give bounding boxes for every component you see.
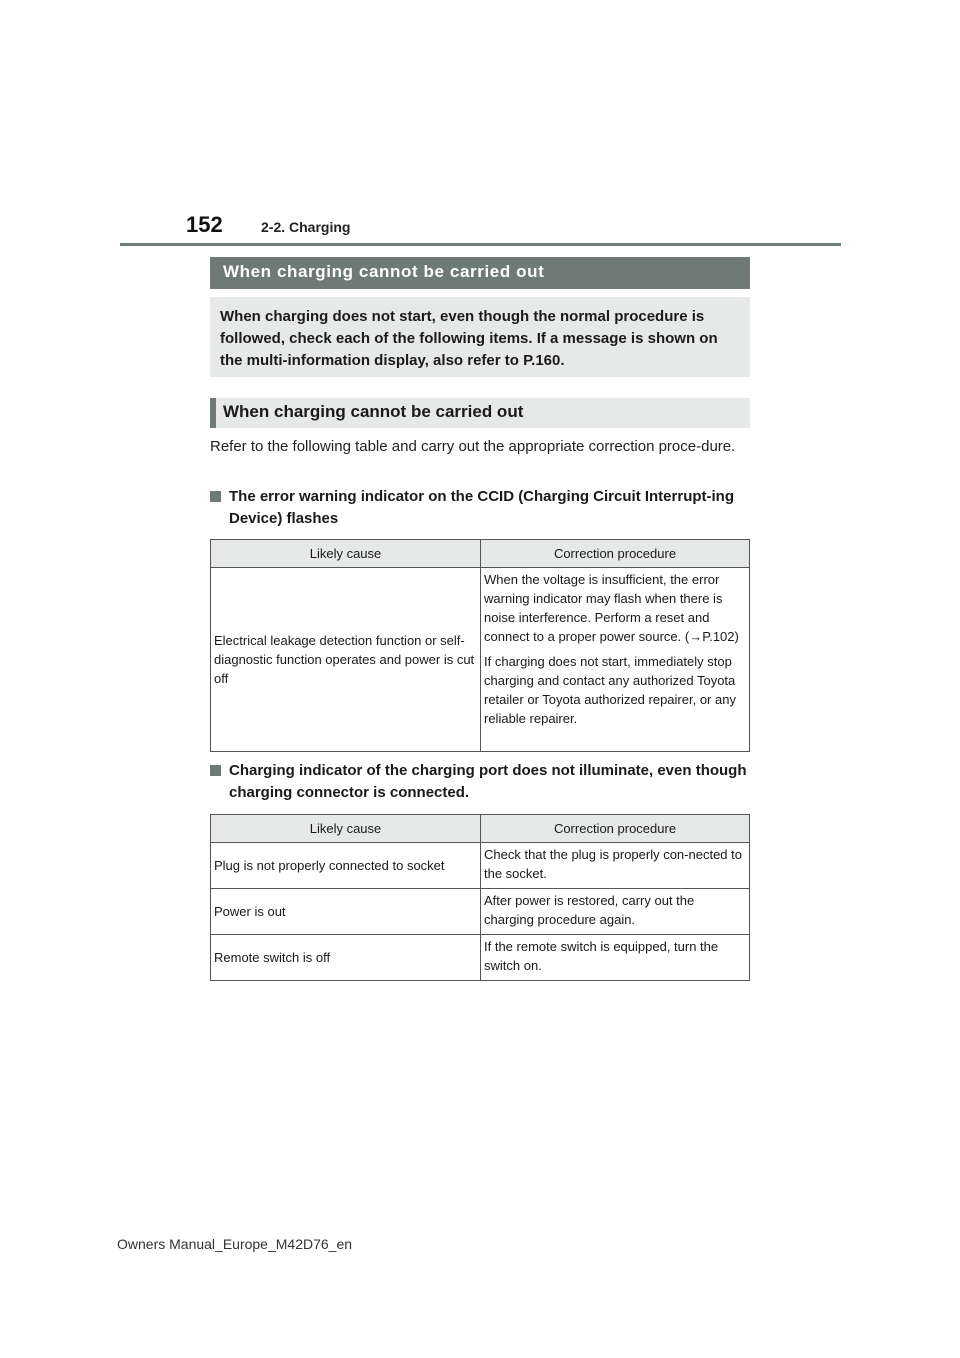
body-paragraph: Refer to the following table and carry out the appropriate correction proce-dure. <box>210 438 736 455</box>
procedure-cell <box>481 568 750 752</box>
section-title: 2-2. Charging <box>261 219 351 235</box>
column-header-procedure: Correction procedure <box>481 540 750 568</box>
subsection-heading: When charging cannot be carried out <box>210 398 750 428</box>
ccid-heading <box>210 486 750 530</box>
table-row <box>211 935 750 981</box>
port-table <box>210 814 750 981</box>
page-number: 152 <box>186 212 223 237</box>
column-header-cause: Likely cause <box>211 540 481 568</box>
procedure-cell: Check that the plug is properly con-nected to the socket. <box>481 843 750 889</box>
port-heading-text: Charging indicator of the charging port does not illuminate, even though charging connector is connected. <box>229 762 747 801</box>
footer-text: Owners Manual_Europe_M42D76_en <box>117 1236 353 1252</box>
procedure-cell: After power is restored, carry out the charging procedure again. <box>481 889 750 935</box>
cause-cell: Power is out <box>211 889 481 935</box>
bullet-square-icon <box>210 491 221 502</box>
procedure-cell: If the remote switch is equipped, turn the switch on. <box>481 935 750 981</box>
table-row <box>211 568 750 752</box>
table-row <box>211 843 750 889</box>
bullet-square-icon <box>210 765 221 776</box>
intro-text: When charging does not start, even though the normal procedure is followed, check each of the following items. If a message is shown on the multi-information display, also refer to P.160. <box>220 308 718 369</box>
procedure-paragraph: When the voltage is insufficient, the error warning indicator may flash when there is noise interference. Perform a reset and connect to a proper power source. (→P.102) <box>484 572 739 644</box>
cause-cell: Remote switch is off <box>211 935 481 981</box>
column-header-procedure: Correction procedure <box>481 815 750 843</box>
table-header-row <box>211 815 750 843</box>
intro-box <box>210 297 750 377</box>
table-row <box>211 889 750 935</box>
table-header-row <box>211 540 750 568</box>
section-banner: When charging cannot be carried out <box>210 257 750 289</box>
column-header-cause: Likely cause <box>211 815 481 843</box>
procedure-paragraph: If charging does not start, immediately stop charging and contact any authorized Toyota retailer or Toyota authorized repairer, or any reliable repairer. <box>484 654 736 726</box>
ccid-heading-text: The error warning indicator on the CCID (Charging Circuit Interrupt-ing Device) flashes <box>229 488 735 527</box>
cause-cell: Plug is not properly connected to socket <box>211 843 481 889</box>
cause-cell: Electrical leakage detection function or self-diagnostic function operates and power is cut off <box>211 568 481 752</box>
ccid-table <box>210 539 750 752</box>
header-divider <box>120 243 841 246</box>
port-heading <box>210 760 750 804</box>
